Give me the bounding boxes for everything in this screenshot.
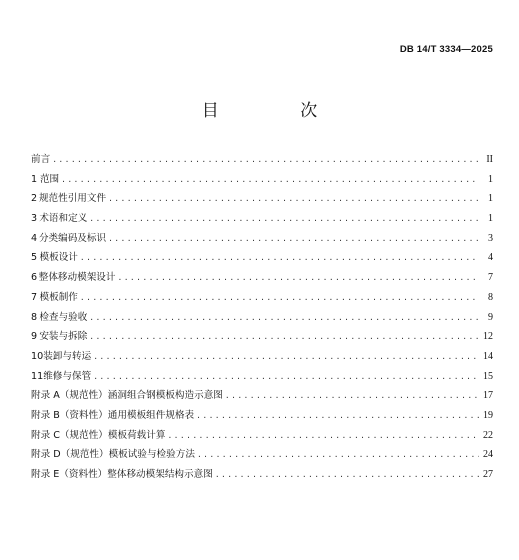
toc-entry-page: 24 — [483, 449, 493, 461]
toc-entry-page: 3 — [488, 232, 493, 244]
toc-entry-label: 前言 — [31, 154, 51, 165]
toc-leader-dots — [89, 308, 479, 328]
toc-entry-label: 范围 — [39, 173, 60, 185]
toc-entry-number: 8 — [31, 311, 38, 323]
toc-entry-7[interactable] — [31, 288, 493, 308]
toc-entry-label: 分类编码及标识 — [38, 232, 107, 244]
document-code: DB 14/T 3334—2025 — [399, 44, 493, 55]
toc-entry-label: 规范性引用文件 — [38, 193, 107, 205]
toc-entry-page: 19 — [483, 409, 493, 421]
toc-entry-label: 装卸与转运 — [43, 350, 92, 362]
toc-entry-number: 10 — [31, 350, 44, 362]
toc-entry-number: 11 — [31, 370, 44, 382]
toc-entry-label: 维修与保管 — [43, 370, 92, 382]
toc-entry-page: 17 — [483, 390, 493, 402]
toc-leader-dots — [167, 426, 479, 446]
toc-entry-10[interactable] — [31, 347, 493, 367]
toc-leader-dots — [89, 209, 479, 229]
toc-entry-page: II — [486, 154, 493, 165]
toc-leader-dots — [197, 445, 479, 465]
toc-leader-dots — [108, 189, 479, 209]
toc-entry-number: 3 — [31, 213, 38, 225]
toc-leader-dots — [93, 347, 479, 367]
toc-entry-appendix-b[interactable] — [31, 406, 493, 426]
toc-entry-label: 术语和定义 — [39, 213, 88, 225]
toc-entry-label: 模板制作 — [39, 291, 78, 303]
toc-entry-label: 附录 A（规范性）涵洞组合钢模板构造示意图 — [31, 390, 223, 402]
toc-entry-page: 8 — [488, 291, 493, 303]
toc-entry-page: 1 — [488, 173, 493, 185]
toc-entry-page: 1 — [488, 193, 493, 205]
toc-entry-page: 7 — [488, 272, 493, 284]
toc-entry-appendix-e[interactable] — [31, 465, 493, 485]
toc-entry-2[interactable] — [31, 189, 493, 209]
toc-leader-dots — [196, 406, 479, 426]
toc-entry-appendix-d[interactable] — [31, 445, 493, 465]
page-title: 目 次 — [201, 101, 356, 121]
toc-entry-label: 附录 C（规范性）模板荷载计算 — [31, 429, 166, 441]
toc-entry-page: 12 — [483, 331, 493, 343]
toc-leader-dots — [80, 288, 479, 308]
toc-entry-label: 整体移动模架设计 — [38, 272, 116, 284]
toc-entry-4[interactable] — [31, 229, 493, 249]
toc-leader-dots — [80, 248, 479, 268]
toc-entry-11[interactable] — [31, 367, 493, 387]
toc-entry-8[interactable] — [31, 308, 493, 328]
table-of-contents — [31, 150, 493, 485]
toc-entry-page: 1 — [488, 213, 493, 225]
toc-entry-label: 模板设计 — [39, 252, 78, 264]
toc-entry-label: 附录 E（资料性）整体移动模架结构示意图 — [31, 469, 213, 480]
toc-leader-dots — [89, 327, 479, 347]
toc-leader-dots — [61, 170, 479, 190]
toc-entry-appendix-a[interactable] — [31, 386, 493, 406]
toc-entry-number: 5 — [31, 252, 38, 264]
toc-entry-page: 22 — [483, 429, 493, 441]
toc-entry-label: 附录 D（规范性）模板试验与检验方法 — [31, 449, 195, 461]
toc-entry-9[interactable] — [31, 327, 493, 347]
toc-entry-5[interactable] — [31, 248, 493, 268]
toc-leader-dots — [215, 465, 479, 485]
toc-leader-dots — [93, 367, 479, 387]
toc-entry-appendix-c[interactable] — [31, 426, 493, 446]
toc-entry-label: 安装与拆除 — [39, 331, 88, 343]
toc-entry-number: 7 — [31, 291, 38, 303]
toc-entry-number: 4 — [31, 232, 38, 244]
toc-entry-label: 检查与验收 — [39, 311, 88, 323]
toc-leader-dots — [117, 268, 479, 288]
toc-entry-number: 9 — [31, 331, 38, 343]
toc-leader-dots — [52, 150, 479, 170]
toc-entry-preface[interactable] — [31, 150, 493, 170]
toc-entry-page: 4 — [488, 252, 493, 264]
toc-leader-dots — [108, 229, 479, 249]
toc-leader-dots — [225, 386, 479, 406]
toc-entry-number: 1 — [31, 173, 38, 185]
toc-entry-number: 6 — [31, 272, 38, 284]
toc-entry-page: 27 — [483, 469, 493, 480]
toc-entry-6[interactable] — [31, 268, 493, 288]
toc-entry-page: 9 — [488, 311, 493, 323]
toc-entry-label: 附录 B（资料性）通用模板组件规格表 — [31, 409, 195, 421]
toc-entry-1[interactable] — [31, 170, 493, 190]
toc-entry-number: 2 — [31, 193, 38, 205]
toc-entry-3[interactable] — [31, 209, 493, 229]
toc-entry-page: 14 — [483, 350, 493, 362]
toc-entry-page: 15 — [483, 370, 493, 382]
